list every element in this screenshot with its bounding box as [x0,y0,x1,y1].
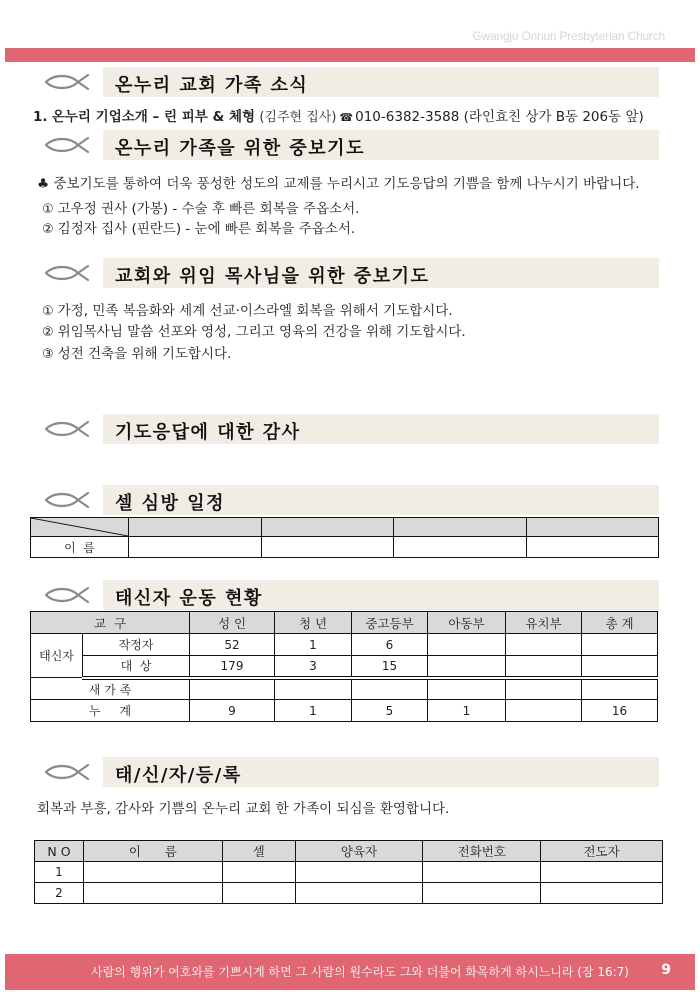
stat-cell: 15 [352,656,428,678]
intercession-intro [37,172,640,192]
stat-cell: 5 [352,700,428,722]
section-title: 기도응답에 대한 감사 [115,422,301,443]
fish-icon [44,491,90,509]
evangelist-cell [541,883,663,904]
col-header: 청 년 [275,612,352,634]
evangelist-cell [541,862,663,883]
intercession-item [42,197,359,217]
row-number: 1 [35,862,84,883]
stat-cell [582,656,658,678]
intercession-item [42,217,355,237]
club-icon: ♣ [37,176,50,192]
visit-date-header [129,518,262,537]
family-news-item [33,105,644,125]
visit-date-header [394,518,527,537]
cell-group-cell [222,883,295,904]
stat-cell: 1 [275,700,352,722]
stat-cell [506,700,582,722]
col-header: 이 름 [83,841,222,862]
stat-cell [190,678,275,700]
visit-name-cell [261,537,394,558]
phone-cell [423,883,541,904]
col-header: 전화번호 [423,841,541,862]
name-cell [83,883,222,904]
phone-number: 010-6382-3588 [355,109,460,125]
stat-cell: 52 [190,634,275,656]
fish-icon [44,73,90,91]
registration-welcome: 회복과 부흥, 감사와 기쁨의 온누리 교회 한 가족이 되심을 환영합니다. [37,801,450,817]
item-text: 김정자 집사 (핀란드) - 눈에 빠른 회복을 주옵소서. [57,221,356,237]
phone-icon: ☎ [339,111,354,124]
page-number: 9 [661,962,671,978]
stat-cell [582,678,658,700]
section-title: 온누리 가족을 위한 중보기도 [115,138,365,159]
evangelism-table [30,611,658,722]
stat-cell [506,678,582,700]
section-family-news-header [0,67,700,97]
group-label: 태신자 [31,634,83,678]
col-header: 셀 [222,841,295,862]
item-number: ③ [42,347,54,362]
church-prayer-item [42,320,466,340]
row-label: 새 가 족 [31,678,190,700]
section-thanks-header [0,414,700,444]
fish-icon [44,264,90,282]
stat-cell [428,656,506,678]
stat-cell [275,678,352,700]
item-number: ① [42,304,54,319]
section-cell-visit-header [0,485,700,515]
visit-date-header [526,518,659,537]
item-number: ① [42,202,54,217]
stat-cell [428,634,506,656]
stat-cell: 6 [352,634,428,656]
intercession-intro-text: 중보기도를 통하여 더욱 풍성한 성도의 교제를 누리시고 기도응답의 기쁨을 함께 나누시기 바랍니다. [53,176,640,192]
section-registration-header [0,757,700,787]
cell-group-cell [222,862,295,883]
item-text: 위임목사님 말씀 선포와 영성, 그리고 영육의 건강을 위해 기도합시다. [57,324,466,340]
col-header: N O [35,841,84,862]
row-number: 2 [35,883,84,904]
section-evangelism-header [0,580,700,610]
col-header: 성 인 [190,612,275,634]
visit-date-header [261,518,394,537]
visit-name-cell [526,537,659,558]
col-header: 전도자 [541,841,663,862]
item-text: 고우정 권사 (가봉) - 수술 후 빠른 회복을 주옵소서. [57,201,360,217]
item-text: 가정, 민족 복음화와 세계 선교·이스라엘 회복을 위해서 기도합시다. [57,303,453,319]
stat-cell: 179 [190,656,275,678]
col-header: 아동부 [428,612,506,634]
name-cell [83,862,222,883]
church-name: Gwangju Onnuri Presbyterian Church [472,29,665,43]
footer-bar [5,954,695,990]
section-title: 온누리 교회 가족 소식 [115,75,309,96]
row-label: 누 계 [31,700,190,722]
fish-icon [44,763,90,781]
item-number: ② [42,222,54,237]
col-header: 양육자 [295,841,423,862]
fish-icon [44,136,90,154]
phone-cell [423,862,541,883]
registration-table [34,840,663,904]
col-header: 유치부 [506,612,582,634]
item-number: 1. [33,109,48,125]
stat-cell [506,656,582,678]
section-title: 태신자 운동 현황 [115,588,263,609]
business-owner: (김주현 집사) [259,110,337,125]
stat-cell [352,678,428,700]
stat-cell: 9 [190,700,275,722]
section-intercession-header [0,130,700,160]
section-title: 셀 심방 일정 [115,493,225,514]
item-number: ② [42,325,54,340]
business-location: (라인효친 상가 B동 206동 앞) [463,109,644,125]
church-prayer-item [42,299,453,319]
stat-cell [582,634,658,656]
stat-cell: 1 [428,700,506,722]
footer-verse: 사람의 행위가 여호와를 기쁘시게 하면 그 사람의 원수라도 그와 더불어 화목하게 하시느니라 (잠 16:7) [91,965,629,979]
header-bar [5,48,695,62]
row-label: 이 름 [31,537,129,558]
col-header: 교 구 [31,612,190,634]
col-header: 총 계 [582,612,658,634]
item-text: 성전 건축을 위해 기도합시다. [57,346,232,362]
fish-icon [44,586,90,604]
row-label: 작정자 [83,634,190,656]
stat-cell [428,678,506,700]
stat-cell: 16 [582,700,658,722]
visit-name-cell [129,537,262,558]
section-title: 태/신/자/등/록 [115,765,242,786]
mentor-cell [295,883,423,904]
section-title: 교회와 위임 목사님을 위한 중보기도 [115,266,430,287]
section-church-prayer-header [0,258,700,288]
mentor-cell [295,862,423,883]
fish-icon [44,420,90,438]
visit-name-cell [394,537,527,558]
business-title: 온누리 기업소개 – 린 피부 & 체형 [51,109,256,125]
diagonal-header-cell [31,518,129,537]
church-prayer-item [42,342,231,362]
cell-visit-table [30,517,659,558]
col-header: 중고등부 [352,612,428,634]
stat-cell: 3 [275,656,352,678]
stat-cell: 1 [275,634,352,656]
row-label: 대 상 [83,656,190,678]
stat-cell [506,634,582,656]
